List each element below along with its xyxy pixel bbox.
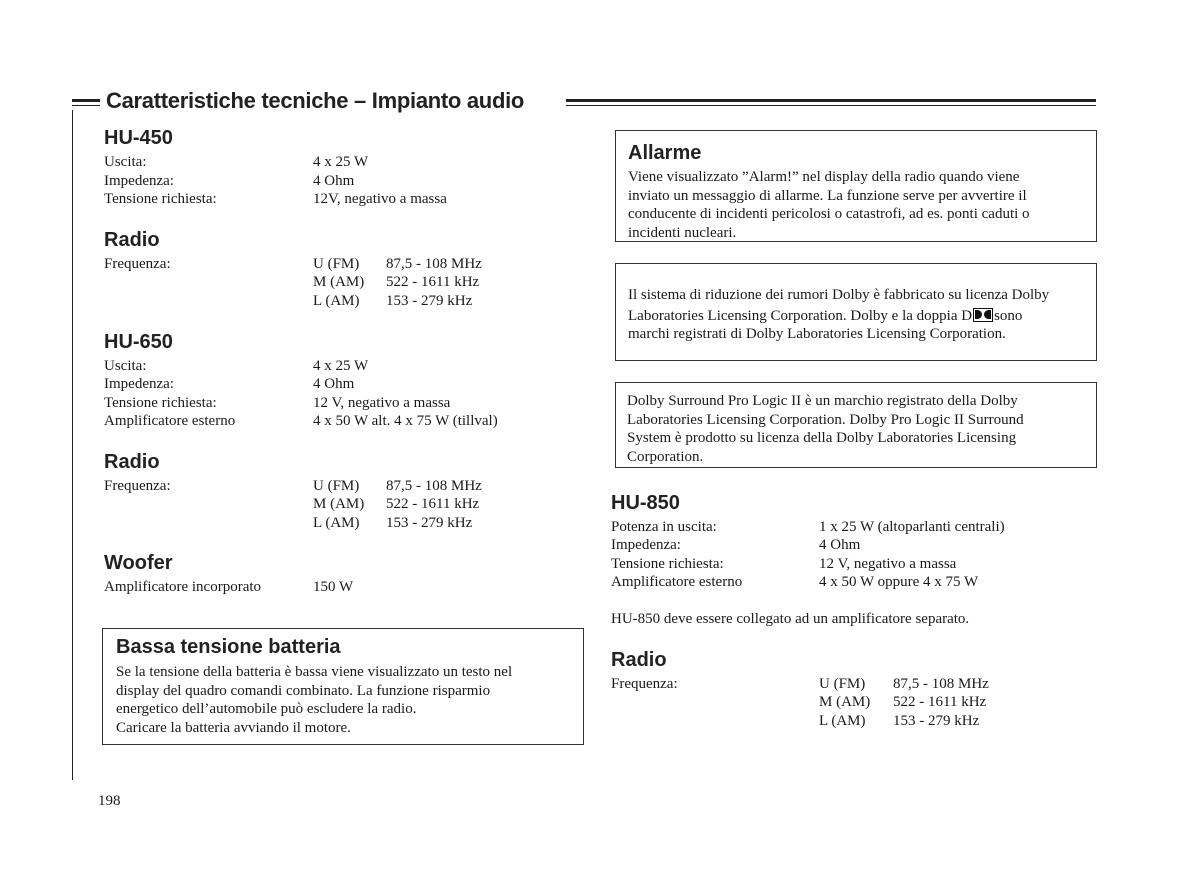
hu850-value: 4 x 50 W oppure 4 x 75 W <box>819 574 979 590</box>
radio650-range: 153 - 279 kHz <box>386 515 473 531</box>
hu850-heading: HU-850 <box>611 492 680 514</box>
double-d-logo-icon <box>973 308 993 322</box>
radio650-heading: Radio <box>104 451 160 473</box>
alarm-line: Viene visualizzato ”Alarm!” nel display della radio quando viene <box>628 169 1020 185</box>
alarm-line: inviato un messaggio di allarme. La funzione serve per avvertire il <box>628 187 1027 204</box>
dolby-line-end: sono <box>994 307 1023 324</box>
header-rule-right <box>566 99 1096 106</box>
hu450-value: 4 x 25 W <box>313 154 369 170</box>
radio850-band: U (FM) <box>819 676 866 692</box>
hu650-value: 4 x 50 W alt. 4 x 75 W (tillval) <box>313 413 498 429</box>
battery-text <box>116 663 512 737</box>
dolby-line-start: Laboratories Licensing Corporation. Dolby e la doppia D <box>628 307 973 324</box>
hu850-value: 1 x 25 W (altoparlanti centrali) <box>819 519 1005 535</box>
battery-heading: Bassa tensione batteria <box>116 636 341 658</box>
hu850-label: Potenza in uscita: <box>611 519 717 535</box>
page-number: 198 <box>98 793 121 809</box>
radio450-heading: Radio <box>104 229 160 251</box>
alarm-box <box>615 130 1097 242</box>
dolby-line <box>628 307 1049 326</box>
dolby-line: marchi registrati di Dolby Laboratories Licensing Corporation. <box>628 326 1006 342</box>
alarm-line: incidenti nucleari. <box>628 224 737 241</box>
hu450-value: 12V, negativo a massa <box>313 191 447 207</box>
hu650-value: 12 V, negativo a massa <box>313 395 451 411</box>
hu850-value: 12 V, negativo a massa <box>819 556 957 572</box>
radio650-label: Frequenza: <box>104 478 171 494</box>
dolby-line: Il sistema di riduzione dei rumori Dolby è fabbricato su licenza Dolby <box>628 287 1050 303</box>
hu850-label: Tensione richiesta: <box>611 556 724 572</box>
prologic-line: Corporation. <box>627 448 704 465</box>
hu650-value: 4 x 25 W <box>313 358 369 374</box>
hu850-label: Impedenza: <box>611 537 681 553</box>
hu450-heading: HU-450 <box>104 127 173 149</box>
radio850-label: Frequenza: <box>611 676 678 692</box>
battery-warning-box <box>102 628 584 745</box>
dolby-notice-box <box>615 263 1097 361</box>
dolby-text <box>628 286 1049 344</box>
radio850-range: 153 - 279 kHz <box>893 713 980 729</box>
prologic-line: Laboratories Licensing Corporation. Dolby Pro Logic II Surround <box>627 411 1024 428</box>
alarm-text <box>628 168 1030 242</box>
alarm-line: conducente di incidenti pericolosi o catastrofi, ad es. ponti caduti o <box>628 206 1030 222</box>
hu650-value: 4 Ohm <box>313 376 355 392</box>
radio450-band: M (AM) <box>313 274 365 290</box>
woofer-value: 150 W <box>313 579 354 595</box>
radio650-band: M (AM) <box>313 496 365 512</box>
radio450-band: U (FM) <box>313 256 360 272</box>
radio450-range: 153 - 279 kHz <box>386 293 473 309</box>
page-title: Caratteristiche tecniche – Impianto audio <box>106 88 525 113</box>
hu650-label: Tensione richiesta: <box>104 395 217 411</box>
woofer-heading: Woofer <box>104 552 173 574</box>
radio850-band: M (AM) <box>819 694 871 710</box>
radio850-heading: Radio <box>611 649 667 671</box>
radio450-range: 87,5 - 108 MHz <box>386 256 482 272</box>
battery-line: energetico dell’automobile può escludere la radio. <box>116 701 417 717</box>
hu650-label: Amplificatore esterno <box>104 413 236 429</box>
battery-line: display del quadro comandi combinato. La funzione risparmio <box>116 682 491 699</box>
battery-line: Se la tensione della batteria è bassa viene visualizzato un testo nel <box>116 664 513 680</box>
radio850-range: 522 - 1611 kHz <box>893 694 987 710</box>
header-rule-left <box>72 99 100 106</box>
radio650-band: L (AM) <box>313 515 360 531</box>
alarm-heading: Allarme <box>628 142 702 164</box>
radio450-band: L (AM) <box>313 293 360 309</box>
radio850-range: 87,5 - 108 MHz <box>893 676 989 692</box>
hu450-value: 4 Ohm <box>313 173 355 189</box>
radio650-band: U (FM) <box>313 478 360 494</box>
hu850-value: 4 Ohm <box>819 537 861 553</box>
radio650-range: 87,5 - 108 MHz <box>386 478 482 494</box>
prologic-notice-box <box>615 382 1097 468</box>
radio450-label: Frequenza: <box>104 256 171 272</box>
hu650-label: Impedenza: <box>104 376 174 392</box>
radio650-range: 522 - 1611 kHz <box>386 496 480 512</box>
hu450-label: Uscita: <box>104 154 147 170</box>
battery-line: Caricare la batteria avviando il motore. <box>116 719 351 736</box>
hu450-label: Impedenza: <box>104 173 174 189</box>
hu650-heading: HU-650 <box>104 331 173 353</box>
radio450-range: 522 - 1611 kHz <box>386 274 480 290</box>
prologic-line: System è prodotto su licenza della Dolby Laboratories Licensing <box>627 430 1017 446</box>
radio850-band: L (AM) <box>819 713 866 729</box>
hu450-label: Tensione richiesta: <box>104 191 217 207</box>
hu650-label: Uscita: <box>104 358 147 374</box>
prologic-text <box>627 392 1024 466</box>
prologic-line: Dolby Surround Pro Logic II è un marchio registrato della Dolby <box>627 393 1018 409</box>
left-margin-line <box>72 110 73 780</box>
hu850-label: Amplificatore esterno <box>611 574 743 590</box>
hu850-note: HU-850 deve essere collegato ad un amplificatore separato. <box>611 611 970 627</box>
woofer-label: Amplificatore incorporato <box>104 579 262 595</box>
